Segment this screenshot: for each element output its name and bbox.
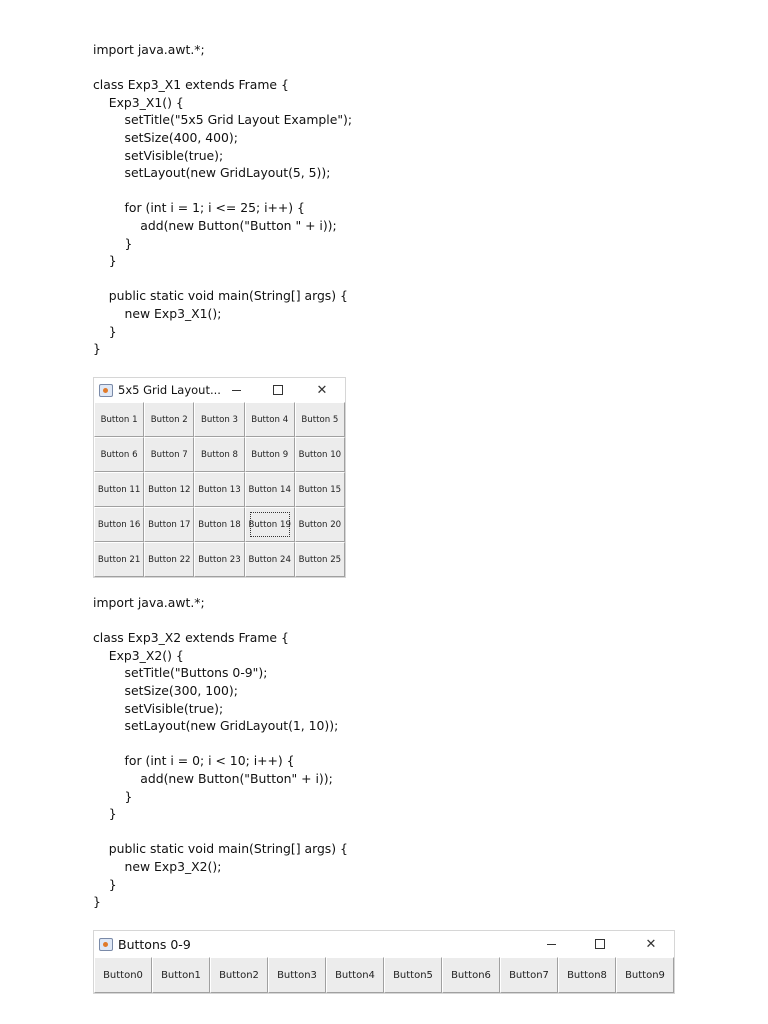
code-line: for (int i = 0; i < 10; i++) { [93, 753, 295, 769]
code-line: } [93, 788, 133, 804]
window-title: Buttons 0-9 [118, 936, 191, 952]
code-block-2 [93, 594, 348, 911]
maximize-icon[interactable] [585, 931, 615, 957]
row-button-6[interactable]: Button6 [442, 957, 500, 993]
code-line: setVisible(true); [93, 700, 224, 716]
code-line [93, 735, 348, 753]
code-line: class Exp3_X1 extends Frame { [93, 77, 289, 93]
row-button-0[interactable]: Button0 [94, 957, 152, 993]
window-title-bar[interactable] [94, 931, 674, 957]
code-line: setLayout(new GridLayout(5, 5)); [93, 165, 331, 181]
grid-button-11[interactable]: Button 11 [94, 472, 144, 507]
code-line: setSize(300, 100); [93, 682, 238, 698]
grid-button-12[interactable]: Button 12 [144, 472, 194, 507]
grid-button-24[interactable]: Button 24 [245, 542, 295, 577]
code-line: setLayout(new GridLayout(1, 10)); [93, 718, 339, 734]
close-icon[interactable]: ✕ [316, 382, 328, 398]
grid-button-16[interactable]: Button 16 [94, 507, 144, 542]
code-block-1 [93, 41, 352, 358]
code-line: public static void main(String[] args) { [93, 288, 348, 304]
row-button-4[interactable]: Button4 [326, 957, 384, 993]
code-line: public static void main(String[] args) { [93, 841, 348, 857]
grid-button-18[interactable]: Button 18 [194, 507, 244, 542]
grid-button-14[interactable]: Button 14 [245, 472, 295, 507]
code-line: } [93, 253, 117, 269]
maximize-icon[interactable] [263, 378, 293, 402]
code-line: add(new Button("Button" + i)); [93, 770, 333, 786]
minimize-icon[interactable] [221, 378, 251, 402]
code-line [93, 612, 348, 630]
buttons-row-window [93, 930, 675, 994]
code-line: } [93, 876, 117, 892]
row-button-1[interactable]: Button1 [152, 957, 210, 993]
code-line [93, 59, 352, 77]
button-row [94, 957, 674, 993]
java-app-icon [99, 384, 113, 397]
grid-button-2[interactable]: Button 2 [144, 402, 194, 437]
code-line [93, 270, 352, 288]
code-line: } [93, 806, 117, 822]
code-line: setSize(400, 400); [93, 129, 238, 145]
code-line: } [93, 341, 101, 357]
grid-button-3[interactable]: Button 3 [194, 402, 244, 437]
grid-button-15[interactable]: Button 15 [295, 472, 345, 507]
code-line: new Exp3_X1(); [93, 305, 222, 321]
code-line: for (int i = 1; i <= 25; i++) { [93, 200, 305, 216]
row-button-2[interactable]: Button2 [210, 957, 268, 993]
grid-button-23[interactable]: Button 23 [194, 542, 244, 577]
grid-button-13[interactable]: Button 13 [194, 472, 244, 507]
row-button-9[interactable]: Button9 [616, 957, 674, 993]
grid-button-1[interactable]: Button 1 [94, 402, 144, 437]
code-line [93, 182, 352, 200]
code-line: } [93, 235, 133, 251]
grid-button-20[interactable]: Button 20 [295, 507, 345, 542]
window-title-bar[interactable] [94, 378, 345, 402]
row-button-8[interactable]: Button8 [558, 957, 616, 993]
code-line: import java.awt.*; [93, 595, 205, 610]
code-line: Exp3_X2() { [93, 647, 184, 663]
code-line: class Exp3_X2 extends Frame { [93, 630, 289, 646]
row-button-3[interactable]: Button3 [268, 957, 326, 993]
code-line: setVisible(true); [93, 147, 224, 163]
code-line: } [93, 894, 101, 910]
java-app-icon [99, 938, 113, 951]
grid-button-7[interactable]: Button 7 [144, 437, 194, 472]
code-line: } [93, 323, 117, 339]
grid-button-8[interactable]: Button 8 [194, 437, 244, 472]
code-line: import java.awt.*; [93, 42, 205, 57]
code-line: Exp3_X1() { [93, 94, 184, 110]
grid-button-5[interactable]: Button 5 [295, 402, 345, 437]
button-grid [94, 402, 345, 577]
grid-button-17[interactable]: Button 17 [144, 507, 194, 542]
grid-button-10[interactable]: Button 10 [295, 437, 345, 472]
row-button-7[interactable]: Button7 [500, 957, 558, 993]
code-line [93, 823, 348, 841]
grid-button-25[interactable]: Button 25 [295, 542, 345, 577]
row-button-5[interactable]: Button5 [384, 957, 442, 993]
close-icon[interactable]: ✕ [645, 936, 657, 952]
code-line: add(new Button("Button " + i)); [93, 217, 337, 233]
grid-button-4[interactable]: Button 4 [245, 402, 295, 437]
minimize-icon[interactable] [536, 931, 566, 957]
grid-layout-window [93, 377, 346, 578]
grid-button-22[interactable]: Button 22 [144, 542, 194, 577]
grid-button-6[interactable]: Button 6 [94, 437, 144, 472]
grid-button-21[interactable]: Button 21 [94, 542, 144, 577]
grid-button-9[interactable]: Button 9 [245, 437, 295, 472]
code-line: new Exp3_X2(); [93, 858, 222, 874]
window-title: 5x5 Grid Layout... [118, 383, 221, 397]
code-line: setTitle("5x5 Grid Layout Example"); [93, 112, 353, 128]
code-line: setTitle("Buttons 0-9"); [93, 665, 268, 681]
grid-button-19[interactable]: Button 19 [245, 507, 295, 542]
